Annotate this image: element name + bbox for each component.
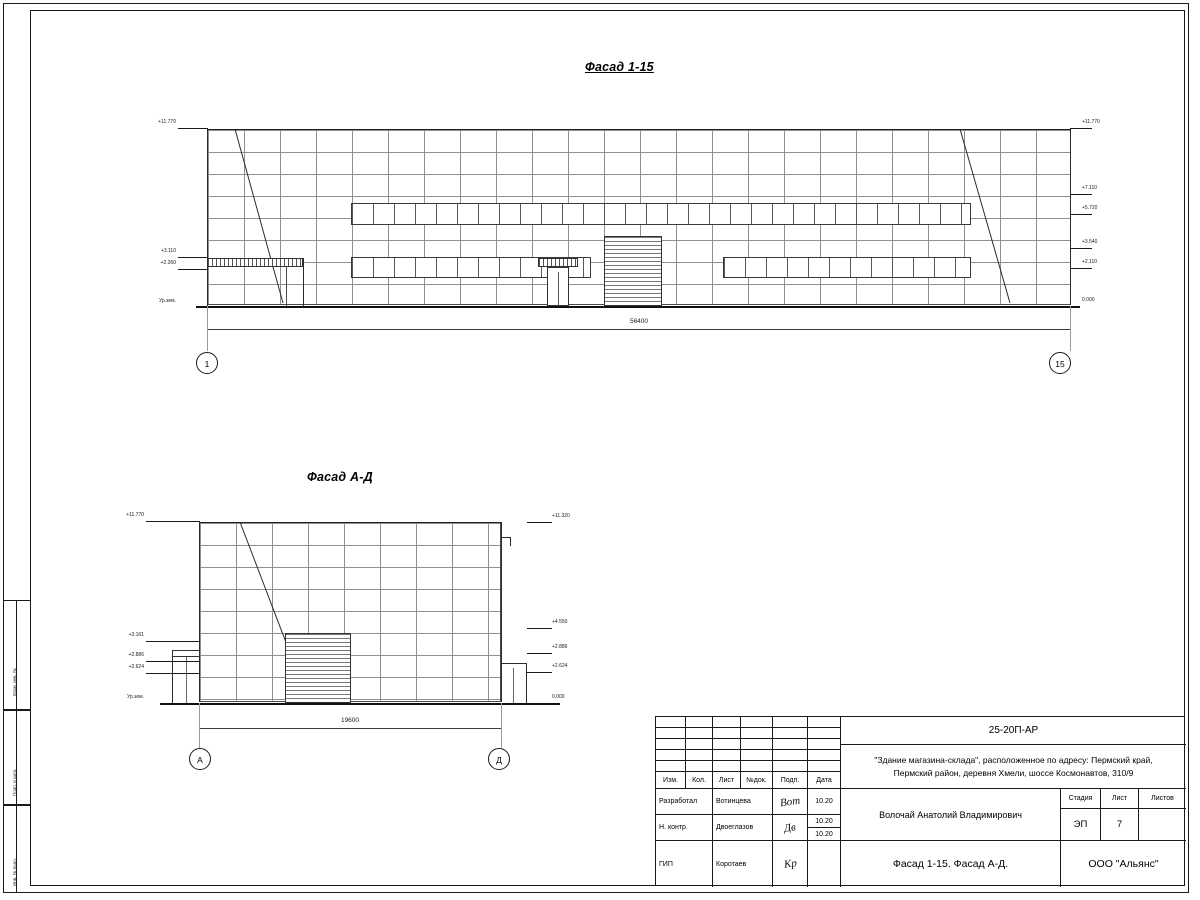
revision-grid-r4c3 [741,761,773,772]
facade-1-15-mark-left-2-line [178,269,208,270]
facade-a-d-left-edge [199,522,200,702]
facade-a-d-ground-line [160,703,560,705]
revision-grid-r1c0 [656,728,686,739]
revision-grid-r1c5 [808,728,841,739]
facade-a-d-left-annex-roof [172,650,200,657]
facade-a-d-dimension-line [199,728,501,729]
facade-1-15-title: Фасад 1-15 [585,60,654,74]
role-signature-0 [773,789,808,815]
facade-1-15-axis-left-extension [207,306,208,351]
drawing-number-cell: 25-20П-АР [841,717,1186,745]
revision-grid-r0c5 [808,717,841,728]
facade-a-d-right-block-mid [513,668,514,703]
role-label-2: ГИП [656,841,713,887]
facade-1-15-axis-bubble-left: 1 [196,352,218,374]
role-signature-1 [773,815,808,841]
facade-1-15-mark-right-4: +2.110 [1082,259,1098,265]
signature-glyph-1: Дв [783,820,797,835]
revision-grid-r2c3 [741,739,773,750]
signature-glyph-0: Вот [779,794,801,809]
stage-header-cell: Стадия [1061,789,1101,809]
facade-1-15-ground-label: Ур.зем. [159,298,176,304]
facade-a-d-dimension-value: 19600 [340,717,360,724]
left-strip-label-1: Подп. и дата [12,769,17,796]
left-margin-strip-3 [3,805,30,893]
role-label-0: Разработал [656,789,713,815]
facade-a-d-mark-right-0: +11.320 [552,513,570,519]
revision-grid-r0c3 [741,717,773,728]
left-margin-strip-2 [3,710,30,805]
stage-value-cell: ЭП [1061,809,1101,841]
lists-header-cell: Листов [1139,789,1186,809]
facade-a-d-mark-right-4: 0.000 [552,694,565,700]
company-cell: ООО "Альянс" [1088,858,1159,870]
revision-grid-r2c5 [808,739,841,750]
revision-header-izm: Изм. [656,772,686,789]
left-strip-label-2: Инв. № подл. [12,857,17,886]
role-name-2: Коротаев [713,841,773,887]
role-date-2: 10.20 [808,828,841,841]
facade-a-d-left-annex-col [186,657,187,703]
facade-a-d-mark-left-2: +2.886 [128,652,144,658]
facade-1-15-entrance-canopy [538,258,578,267]
facade-1-15-left-annex-col [286,267,287,306]
revision-header-podp: Подп. [773,772,808,789]
revision-grid-r3c1 [686,750,713,761]
facade-1-15-mark-left-2: +2.260 [160,260,176,266]
facade-1-15-overhead-gate [604,236,662,306]
revision-grid-r4c4 [773,761,808,772]
facade-a-d-right-block-top [501,663,527,664]
role-name-1: Двоеглазов [713,815,773,841]
facade-1-15-mark-right-3-line [1070,248,1092,249]
revision-header-data: Дата [808,772,841,789]
object-name-line-2: Пермский район, деревня Хмели, шоссе Космонавтов, 310/9 [893,767,1134,778]
revision-grid-r2c4 [773,739,808,750]
facade-1-15-dimension-value: 56400 [629,318,649,325]
revision-grid-r1c1 [686,728,713,739]
revision-grid-r0c2 [713,717,741,728]
facade-a-d-mark-left-3: +2.624 [128,664,144,670]
facade-a-d-axis-left-extension [199,703,200,748]
facade-1-15-diagonal-left [235,129,285,305]
role-label-1: Н. контр. [656,815,713,841]
revision-header-ndok: №док. [741,772,773,789]
facade-a-d-mark-right-2-line [527,653,552,654]
facade-1-15-mark-right-0: +11.770 [1082,119,1100,125]
sheet-name-cell: Фасад 1-15. Фасад А-Д. [841,841,1061,887]
facade-1-15-upper-window-band [351,203,971,225]
facade-1-15-left-annex-canopy [207,258,303,267]
facade-a-d-mark-left-1: +3.161 [128,632,144,638]
lists-value-cell [1139,809,1186,841]
facade-1-15-mark-right-3: +3.540 [1082,239,1098,245]
facade-1-15-mark-right-1: +7.110 [1082,185,1098,191]
facade-1-15-axis-bubble-right: 15 [1049,352,1071,374]
facade-1-15-mark-left-1: +3.110 [160,248,176,254]
revision-grid-r1c3 [741,728,773,739]
revision-grid-r0c1 [686,717,713,728]
revision-grid-r4c0 [656,761,686,772]
facade-a-d-right-edge [501,522,502,702]
facade-a-d-parapet-detail-v [510,537,511,546]
facade-1-15-mark-left-1-line [178,257,208,258]
revision-grid-r1c2 [713,728,741,739]
facade-a-d-mark-right-1-line [527,628,552,629]
revision-header-list: Лист [713,772,741,789]
revision-grid-r4c1 [686,761,713,772]
facade-a-d-axis-bubble-left: А [189,748,211,770]
signature-glyph-2: Кр [782,857,798,871]
facade-a-d-mark-right-3-line [527,672,552,673]
facade-1-15-mark-right-4-line [1070,268,1092,269]
revision-header-kol: Кол. [686,772,713,789]
facade-1-15-roof-line [207,129,1071,130]
facade-1-15-mark-right-2-line [1070,214,1092,215]
object-name-line-1: "Здание магазина-склада", расположенное по адресу: Пермский край, [874,754,1153,765]
role-name-0: Вотинцева [713,789,773,815]
facade-1-15-lower-window-band-right [723,257,971,278]
facade-a-d-mark-right-3: +2.624 [552,663,568,669]
revision-grid-r3c4 [773,750,808,761]
revision-grid-r4c5 [808,761,841,772]
list-header-cell: Лист [1101,789,1139,809]
facade-a-d-mark-left-0: +11.770 [126,512,144,518]
facade-a-d-left-annex-wall [172,650,173,703]
facade-a-d-overhead-gate [285,633,351,703]
left-strip-label-0: Взам. инв. № [12,668,17,696]
facade-1-15-entrance-door-mullion [558,272,559,306]
facade-a-d-mark-right-0-line [527,522,552,523]
facade-a-d-axis-right-extension [501,703,502,748]
facade-a-d-mark-left-1-line [146,641,200,642]
revision-grid-r4c2 [713,761,741,772]
facade-1-15-mark-right-2: +5.720 [1082,205,1098,211]
facade-1-15-right-edge [1070,129,1071,305]
revision-grid-r3c3 [741,750,773,761]
revision-grid-r3c5 [808,750,841,761]
revision-grid-r0c4 [773,717,808,728]
facade-a-d-title: Фасад А-Д [307,470,373,484]
title-block [655,716,1185,886]
facade-a-d-mark-left-3-line [146,673,200,674]
facade-1-15-mark-right-5: 0.000 [1082,297,1095,303]
left-margin-strip-1 [3,600,30,710]
revision-grid-r2c0 [656,739,686,750]
facade-a-d-mark-right-2: +2.886 [552,644,568,650]
facade-1-15-left-annex-right-wall [303,258,304,306]
facade-1-15-ground-line [196,306,1080,308]
revision-grid-r2c1 [686,739,713,750]
facade-1-15-mark-left-0-line [178,128,208,129]
facade-1-15-axis-right-extension [1070,306,1071,351]
facade-1-15-dimension-line [207,329,1071,330]
revision-grid-r2c2 [713,739,741,750]
role-signature-2 [773,841,808,887]
list-value-cell: 7 [1101,809,1139,841]
revision-grid-r3c2 [713,750,741,761]
facade-1-15-mark-right-1-line [1070,194,1092,195]
role-date-3 [808,841,841,887]
facade-a-d-right-block-edge [526,663,527,703]
facade-a-d-ground-label: Ур.зем. [127,694,144,700]
facade-1-15-mark-left-0: +11.770 [158,119,176,125]
revision-grid-r0c0 [656,717,686,728]
revision-grid-r1c4 [773,728,808,739]
facade-1-15-mark-right-0-line [1070,128,1092,129]
facade-a-d-mark-left-0-line [146,521,200,522]
facade-1-15-left-annex-left-wall [207,258,208,306]
revision-grid-r3c0 [656,750,686,761]
facade-a-d-mark-right-1: +4.550 [552,619,568,625]
role-date-1: 10.20 [808,815,841,828]
object-name-cell [841,745,1186,789]
role-date-0: 10.20 [808,789,841,815]
facade-a-d-axis-bubble-right: Д [488,748,510,770]
chief-name-cell: Волочай Анатолий Владимирович [841,789,1061,841]
facade-a-d-mark-left-2-line [146,661,200,662]
